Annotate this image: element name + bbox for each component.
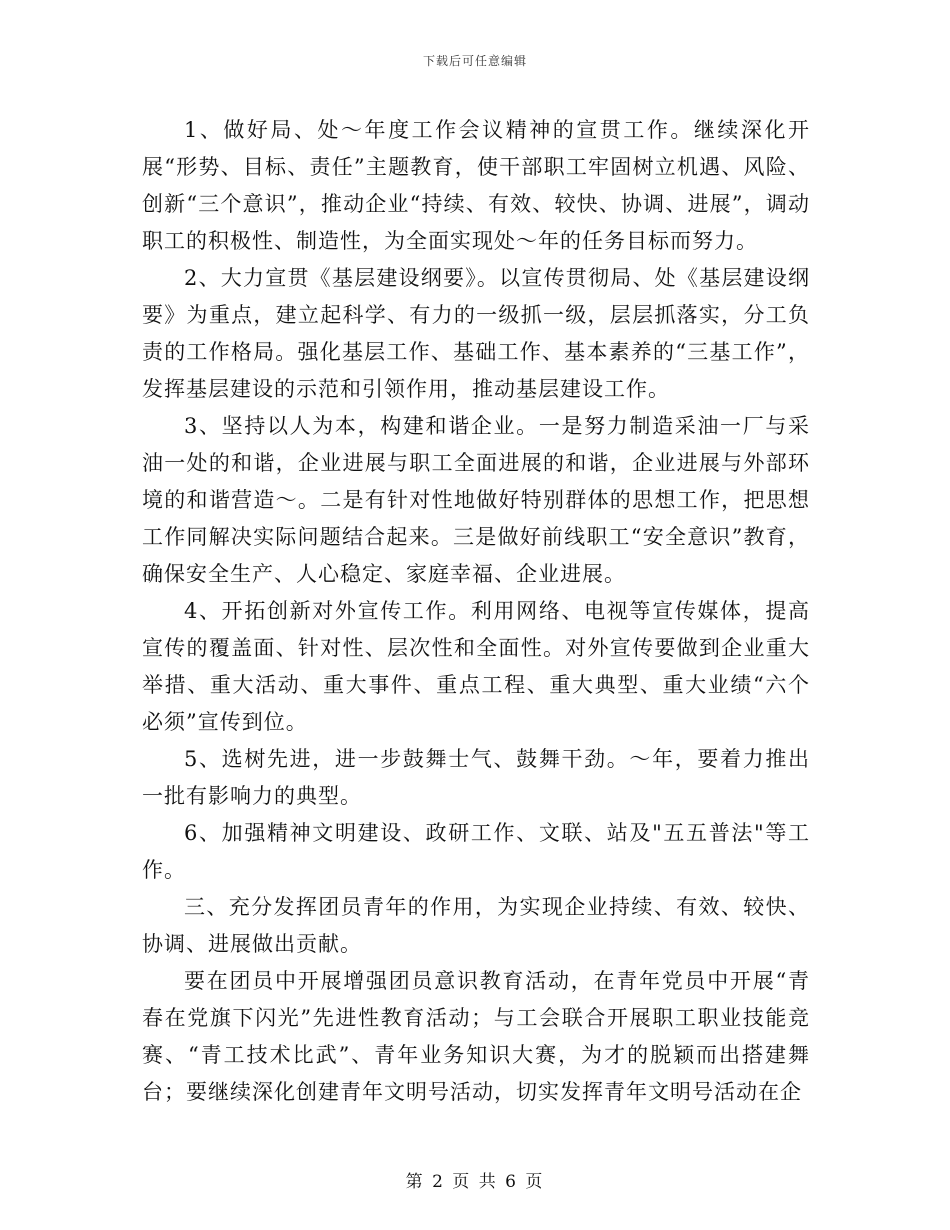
paragraph: 3、坚持以人为本，构建和谐企业。一是努力制造采油一厂与采油一处的和谐，企业进展与职工全面进展的和谐，企业进展与外部环境的和谐营造～。二是有针对性地做好特别群体的思想工作，把思想工作同解决实际问题结合起来。三是做好前线职工“安全意识”教育，确保安全生产、人心稳定、家庭幸福、企业进展。 [142, 414, 810, 586]
paragraph: 6、加强精神文明建设、政研工作、文联、站及"五五普法"等工作。 [142, 821, 810, 882]
paragraph: 4、开拓创新对外宣传工作。利用网络、电视等宣传媒体，提高宣传的覆盖面、针对性、层次性和全面性。对外宣传要做到企业重大举措、重大活动、重大事件、重点工程、重大典型、重大业绩“六个必须”宣传到位。 [142, 599, 810, 734]
paragraph: 1、做好局、处～年度工作会议精神的宣贯工作。继续深化开展“形势、目标、责任”主题教育，使干部职工牢固树立机遇、风险、创新“三个意识”，推动企业“持续、有效、较快、协调、进展”，调动职工的积极性、制造性，为全面实现处～年的任务目标而努力。 [142, 118, 810, 253]
page-number: 第 2 页 共 6 页 [405, 1172, 545, 1192]
section-heading-paragraph: 三、充分发挥团员青年的作用，为实现企业持续、有效、较快、协调、进展做出贡献。 [142, 895, 810, 956]
document-body [142, 112, 810, 1111]
paragraph: 2、大力宣贯《基层建设纲要》。以宣传贯彻局、处《基层建设纲要》为重点，建立起科学、有力的一级抓一级，层层抓落实，分工负责的工作格局。强化基层工作、基础工作、基本素养的“三基工作”，发挥基层建设的示范和引领作用，推动基层建设工作。 [142, 266, 810, 401]
paragraph: 5、选树先进，进一步鼓舞士气、鼓舞干劲。～年，要着力推出一批有影响力的典型。 [142, 747, 810, 808]
header-note: 下载后可任意编辑 [422, 54, 527, 68]
paragraph: 要在团员中开展增强团员意识教育活动，在青年党员中开展“青春在党旗下闪光”先进性教育活动；与工会联合开展职工职业技能竞赛、“青工技术比武”、青年业务知识大赛，为才的脱颖而出搭建舞台；要继续深化创建青年文明号活动，切实发挥青年文明号活动在企 [142, 969, 810, 1104]
